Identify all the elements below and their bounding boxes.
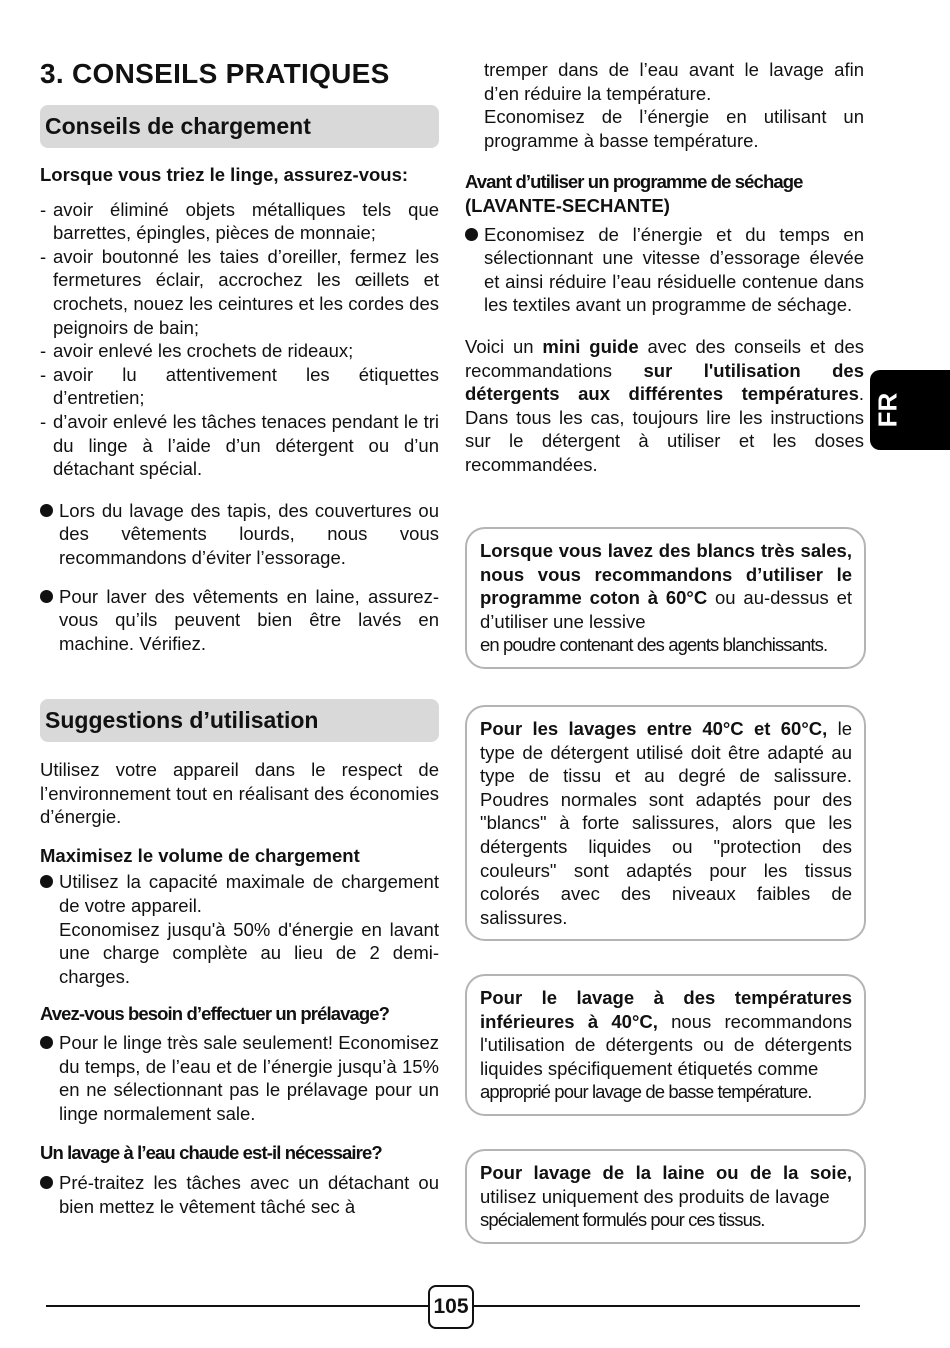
subheading-prewash: Avez-vous besoin d’effectuer un prélavage?	[40, 1003, 390, 1025]
bullet-icon	[40, 875, 53, 888]
section-heading-loading: Conseils de chargement	[40, 105, 439, 148]
tip-carpets	[40, 499, 439, 570]
bullet-icon	[465, 228, 478, 241]
loading-section	[40, 163, 439, 655]
loading-checklist	[40, 198, 439, 481]
tip-text: Economisez de l’énergie et du temps en sélectionnant une vitesse d’essorage élevée et ainsi réduire l’eau résiduelle contenue dans les textiles avant un programme de séchage.	[484, 223, 864, 316]
footer-rule-right	[474, 1305, 860, 1307]
bullet-icon	[40, 590, 53, 603]
tip-prewash	[40, 1031, 439, 1125]
guide-bold: mini guide	[542, 335, 639, 357]
tip-box-body: le type de détergent utilisé doit être adapté au type de tissu et au degré de salissure. Poudres normales sont adaptés pour des "blancs" à forte salissures, alors que les détergents liquides ou "protection des couleurs" sont adaptés pour les tissus colorés avec des niveaux faibles de salissures.	[480, 718, 852, 928]
checklist-item: - avoir lu attentivement les étiquettes d’entretien;	[40, 363, 439, 410]
loading-intro: Lorsque vous triez le linge, assurez-vous:	[40, 164, 409, 185]
tip-box-text	[480, 986, 852, 1080]
tip-box-text	[480, 1161, 852, 1208]
tip-box-last-line: spécialement formulés pour ces tissus.	[480, 1209, 765, 1231]
bullet-icon	[40, 1176, 53, 1189]
tip-wool	[40, 585, 439, 656]
guide-bold: sur l'utilisation des détergents aux différentes températures	[465, 359, 864, 405]
tip-box-bold: Lorsque vous lavez des blancs très sales, nous vous recommandons d’utiliser le programme coton à 60°C	[480, 540, 852, 609]
tip-text-continued: tremper dans de l’eau avant le lavage afin d’en réduire la température.	[484, 59, 864, 104]
tip-text: Pré-traitez les tâches avec un détachant ou bien mettez le vêtement tâché sec à	[59, 1171, 439, 1217]
usage-section	[40, 758, 439, 1218]
tip-text: Lors du lavage des tapis, des couvertures ou des vêtements lourds, nous vous recommandons d’éviter l’essorage.	[59, 499, 439, 568]
tip-text: Utilisez la capacité maximale de chargement de votre appareil.	[59, 871, 439, 916]
tip-box-whites	[465, 527, 866, 669]
subheading-max-load: Maximisez le volume de chargement	[40, 844, 360, 866]
subheading-drying: Avant d’utiliser un programme de séchage	[465, 171, 803, 193]
tip-box-low-temp	[465, 974, 866, 1116]
section-heading-usage: Suggestions d’utilisation	[40, 699, 439, 742]
tip-box-body: nous recommandons l'utilisation de détergents ou de détergents liquides spécifiquement étiquetés comme	[480, 1010, 853, 1079]
page-number: 105	[428, 1285, 474, 1329]
tip-box-bold: Pour le lavage à des températures inférieures à 40°C,	[480, 987, 852, 1032]
bullet-icon	[40, 504, 53, 517]
page-title: 3. CONSEILS PRATIQUES	[40, 58, 390, 89]
subheading-drying-model: (LAVANTE-SECHANTE)	[465, 194, 670, 216]
tip-drying	[465, 223, 864, 317]
checklist-item: - d’avoir enlevé les tâches tenaces pendant le tri du linge à l’aide d’un détergent ou d’un détachant spécial.	[40, 410, 439, 481]
bullet-icon	[40, 1036, 53, 1049]
tip-box-text	[480, 539, 852, 633]
tip-box-bold: Pour les lavages entre 40°C et 60°C,	[480, 718, 828, 739]
tip-box-last-line: approprié pour lavage de basse température.	[480, 1081, 812, 1103]
tip-text: Pour le linge très sale seulement! Economisez du temps, de l’eau et de l’énergie jusqu’à 15% en ne sélectionnant pas le prélavage pour un linge normalement sale.	[59, 1031, 439, 1124]
tip-box-40-60	[465, 705, 866, 941]
tip-box-wool-silk	[465, 1149, 866, 1244]
footer-rule-left	[46, 1305, 428, 1307]
tip-text-extra: Economisez de l’énergie en utilisant un programme à basse température.	[484, 106, 864, 151]
right-column-text	[465, 58, 864, 477]
tip-hot-wash	[40, 1171, 439, 1218]
tip-box-bold: Pour lavage de la laine ou de la soie,	[480, 1162, 852, 1183]
tip-text: Pour laver des vêtements en laine, assurez-vous qu’ils peuvent bien être lavés en machine. Vérifiez.	[59, 585, 439, 654]
tip-box-text	[480, 717, 852, 929]
usage-intro: Utilisez votre appareil dans le respect de l’environnement tout en réalisant des économies d’énergie.	[40, 759, 439, 828]
subheading-hot-wash: Un lavage à l’eau chaude est-il nécessaire?	[40, 1142, 382, 1164]
tip-max-load	[40, 870, 439, 917]
tip-box-body: utilisez uniquement des produits de lavage	[480, 1185, 830, 1207]
guide-text: Voici un	[465, 335, 543, 357]
tip-text-extra: Economisez jusqu'à 50% d'énergie en lavant une charge complète au lieu de 2 demi-charges.	[59, 918, 439, 987]
checklist-item: - avoir éliminé objets métalliques tels que barrettes, épingles, pièces de monnaie;	[40, 198, 439, 245]
tip-box-body: ou au-dessus et d’utiliser une lessive	[480, 587, 852, 632]
guide-text: avec des conseils et des recommandations	[465, 335, 865, 381]
language-tab	[870, 370, 950, 450]
checklist-item: - avoir boutonné les taies d’oreiller, fermez les fermetures éclair, accrochez les œillets et crochets, nouez les ceintures et les cordes des peignoirs de bain;	[40, 245, 439, 339]
tip-box-last-line: en poudre contenant des agents blanchissants.	[480, 634, 828, 656]
detergent-guide-intro	[465, 335, 864, 477]
checklist-item: - avoir enlevé les crochets de rideaux;	[40, 339, 439, 363]
guide-text: . Dans tous les cas, toujours lire les instructions sur le détergent à utiliser et les doses recommandées.	[465, 383, 864, 475]
language-tab-label: FR	[872, 392, 903, 428]
